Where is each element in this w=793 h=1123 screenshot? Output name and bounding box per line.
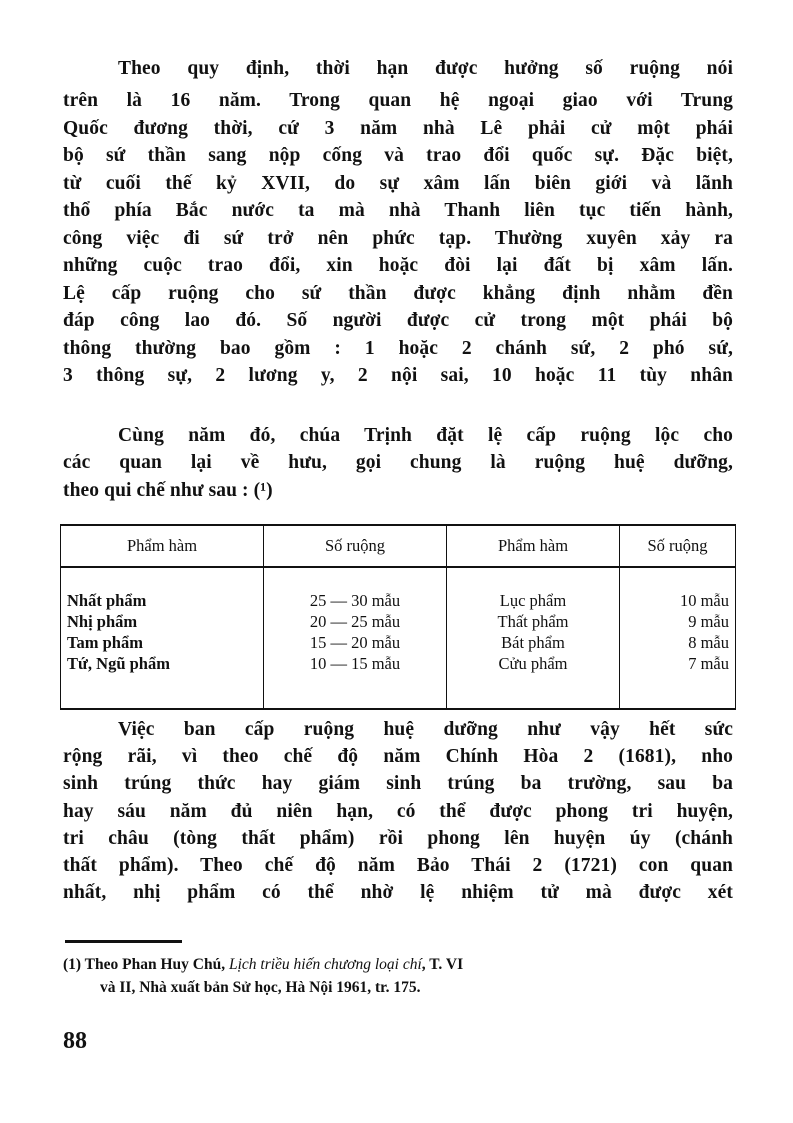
table-cell: 10 mẫu bbox=[679, 591, 729, 610]
text-line: 3 thông sự, 2 lương y, 2 nội sai, 10 hoặc 11 tùy nhân bbox=[63, 365, 733, 386]
page-number: 88 bbox=[63, 1028, 87, 1054]
text-line: thổ phía Bắc nước ta mà nhà Thanh liên tục tiến hành, bbox=[63, 200, 733, 221]
text-line: từ cuối thế kỷ XVII, do sự xâm lấn biên giới và lãnh bbox=[63, 173, 733, 194]
table-cell: Bát phẩm bbox=[501, 633, 565, 652]
footnote-book-title: Lịch triều hiến chương loại chí bbox=[228, 956, 422, 973]
text-line: rộng rãi, vì theo chế độ năm Chính Hòa 2 (1681), nho bbox=[63, 746, 733, 767]
text-line: tri châu (tòng thất phẩm) rồi phong lên huyện úy (chánh bbox=[63, 828, 733, 849]
footnote-line-2: và II, Nhà xuất bản Sử học, Hà Nội 1961, tr. 175. bbox=[100, 979, 421, 996]
column-header: Phẩm hàm bbox=[447, 525, 620, 567]
table-cell: Tứ, Ngũ phẩm bbox=[67, 654, 170, 673]
text-line: Theo quy định, thời hạn được hưởng số ruộng nói bbox=[118, 58, 733, 79]
table-header-row bbox=[61, 525, 736, 567]
text-line: sinh trúng thức hay giám sinh trúng ba trường, sau ba bbox=[63, 773, 733, 794]
table-cell: 20 — 25 mẫu bbox=[309, 612, 401, 631]
table-cell: Tam phẩm bbox=[67, 633, 143, 652]
table-cell: Nhất phẩm bbox=[67, 591, 147, 610]
footnote-divider bbox=[65, 940, 182, 943]
table-cell: Thất phẩm bbox=[497, 612, 569, 631]
column-header: Phẩm hàm bbox=[61, 525, 264, 567]
table-cell: Nhị phẩm bbox=[67, 612, 138, 631]
table-cell: 8 mẫu bbox=[688, 633, 729, 652]
table-cell: 10 — 15 mẫu bbox=[309, 654, 401, 673]
text-line: hay sáu năm đủ niên hạn, có thể được phong tri huyện, bbox=[63, 801, 733, 822]
text-line: Cùng năm đó, chúa Trịnh đặt lệ cấp ruộng lộc cho bbox=[118, 425, 733, 446]
column-header: Số ruộng bbox=[620, 525, 736, 567]
text-line: thông thường bao gồm : 1 hoặc 2 chánh sứ, 2 phó sứ, bbox=[63, 338, 733, 359]
text-line: theo qui chế như sau : (¹) bbox=[63, 480, 273, 501]
text-line: công việc đi sứ trở nên phức tạp. Thường xuyên xảy ra bbox=[63, 228, 733, 249]
text-line: Lệ cấp ruộng cho sứ thần được khẳng định nhằm đền bbox=[63, 283, 733, 304]
fields-column-2 bbox=[620, 567, 736, 709]
text-line: trên là 16 năm. Trong quan hệ ngoại giao với Trung bbox=[63, 90, 733, 111]
footnote bbox=[63, 954, 733, 976]
text-line: Quốc đương thời, cứ 3 năm nhà Lê phải cử một phái bbox=[63, 118, 733, 139]
text-line: thất phẩm). Theo chế độ năm Bảo Thái 2 (1721) con quan bbox=[63, 855, 733, 876]
footnote-suffix: , T. VI bbox=[421, 956, 464, 973]
text-line: các quan lại về hưu, gọi chung là ruộng huệ dưỡng, bbox=[63, 452, 733, 473]
table-cell: 25 — 30 mẫu bbox=[309, 591, 401, 610]
text-line: những cuộc trao đổi, xin hoặc đòi lại đất bị xâm lấn. bbox=[63, 255, 733, 276]
table-cell: 9 mẫu bbox=[688, 612, 729, 631]
footnote-prefix: (1) Theo Phan Huy Chú, bbox=[63, 956, 229, 973]
table-body bbox=[61, 567, 736, 709]
text-line: Việc ban cấp ruộng huệ dưỡng như vậy hết sức bbox=[118, 719, 733, 740]
text-line: bộ sứ thần sang nộp cống và trao đổi quốc sự. Đặc biệt, bbox=[63, 145, 733, 166]
rank-column-1 bbox=[61, 567, 264, 709]
table-cell: 15 — 20 mẫu bbox=[309, 633, 401, 652]
text-line: nhất, nhị phẩm có thể nhờ lệ nhiệm tử mà được xét bbox=[63, 882, 733, 903]
table-cell: Cửu phẩm bbox=[498, 654, 568, 673]
fields-column-1 bbox=[264, 567, 447, 709]
rank-column-2 bbox=[447, 567, 620, 709]
table-cell: Lục phẩm bbox=[499, 591, 567, 610]
rice-field-allocation-table bbox=[60, 524, 736, 710]
table-cell: 7 mẫu bbox=[688, 654, 729, 673]
text-line: đáp công lao đó. Số người được cử trong một phái bộ bbox=[63, 310, 733, 331]
column-header: Số ruộng bbox=[264, 525, 447, 567]
